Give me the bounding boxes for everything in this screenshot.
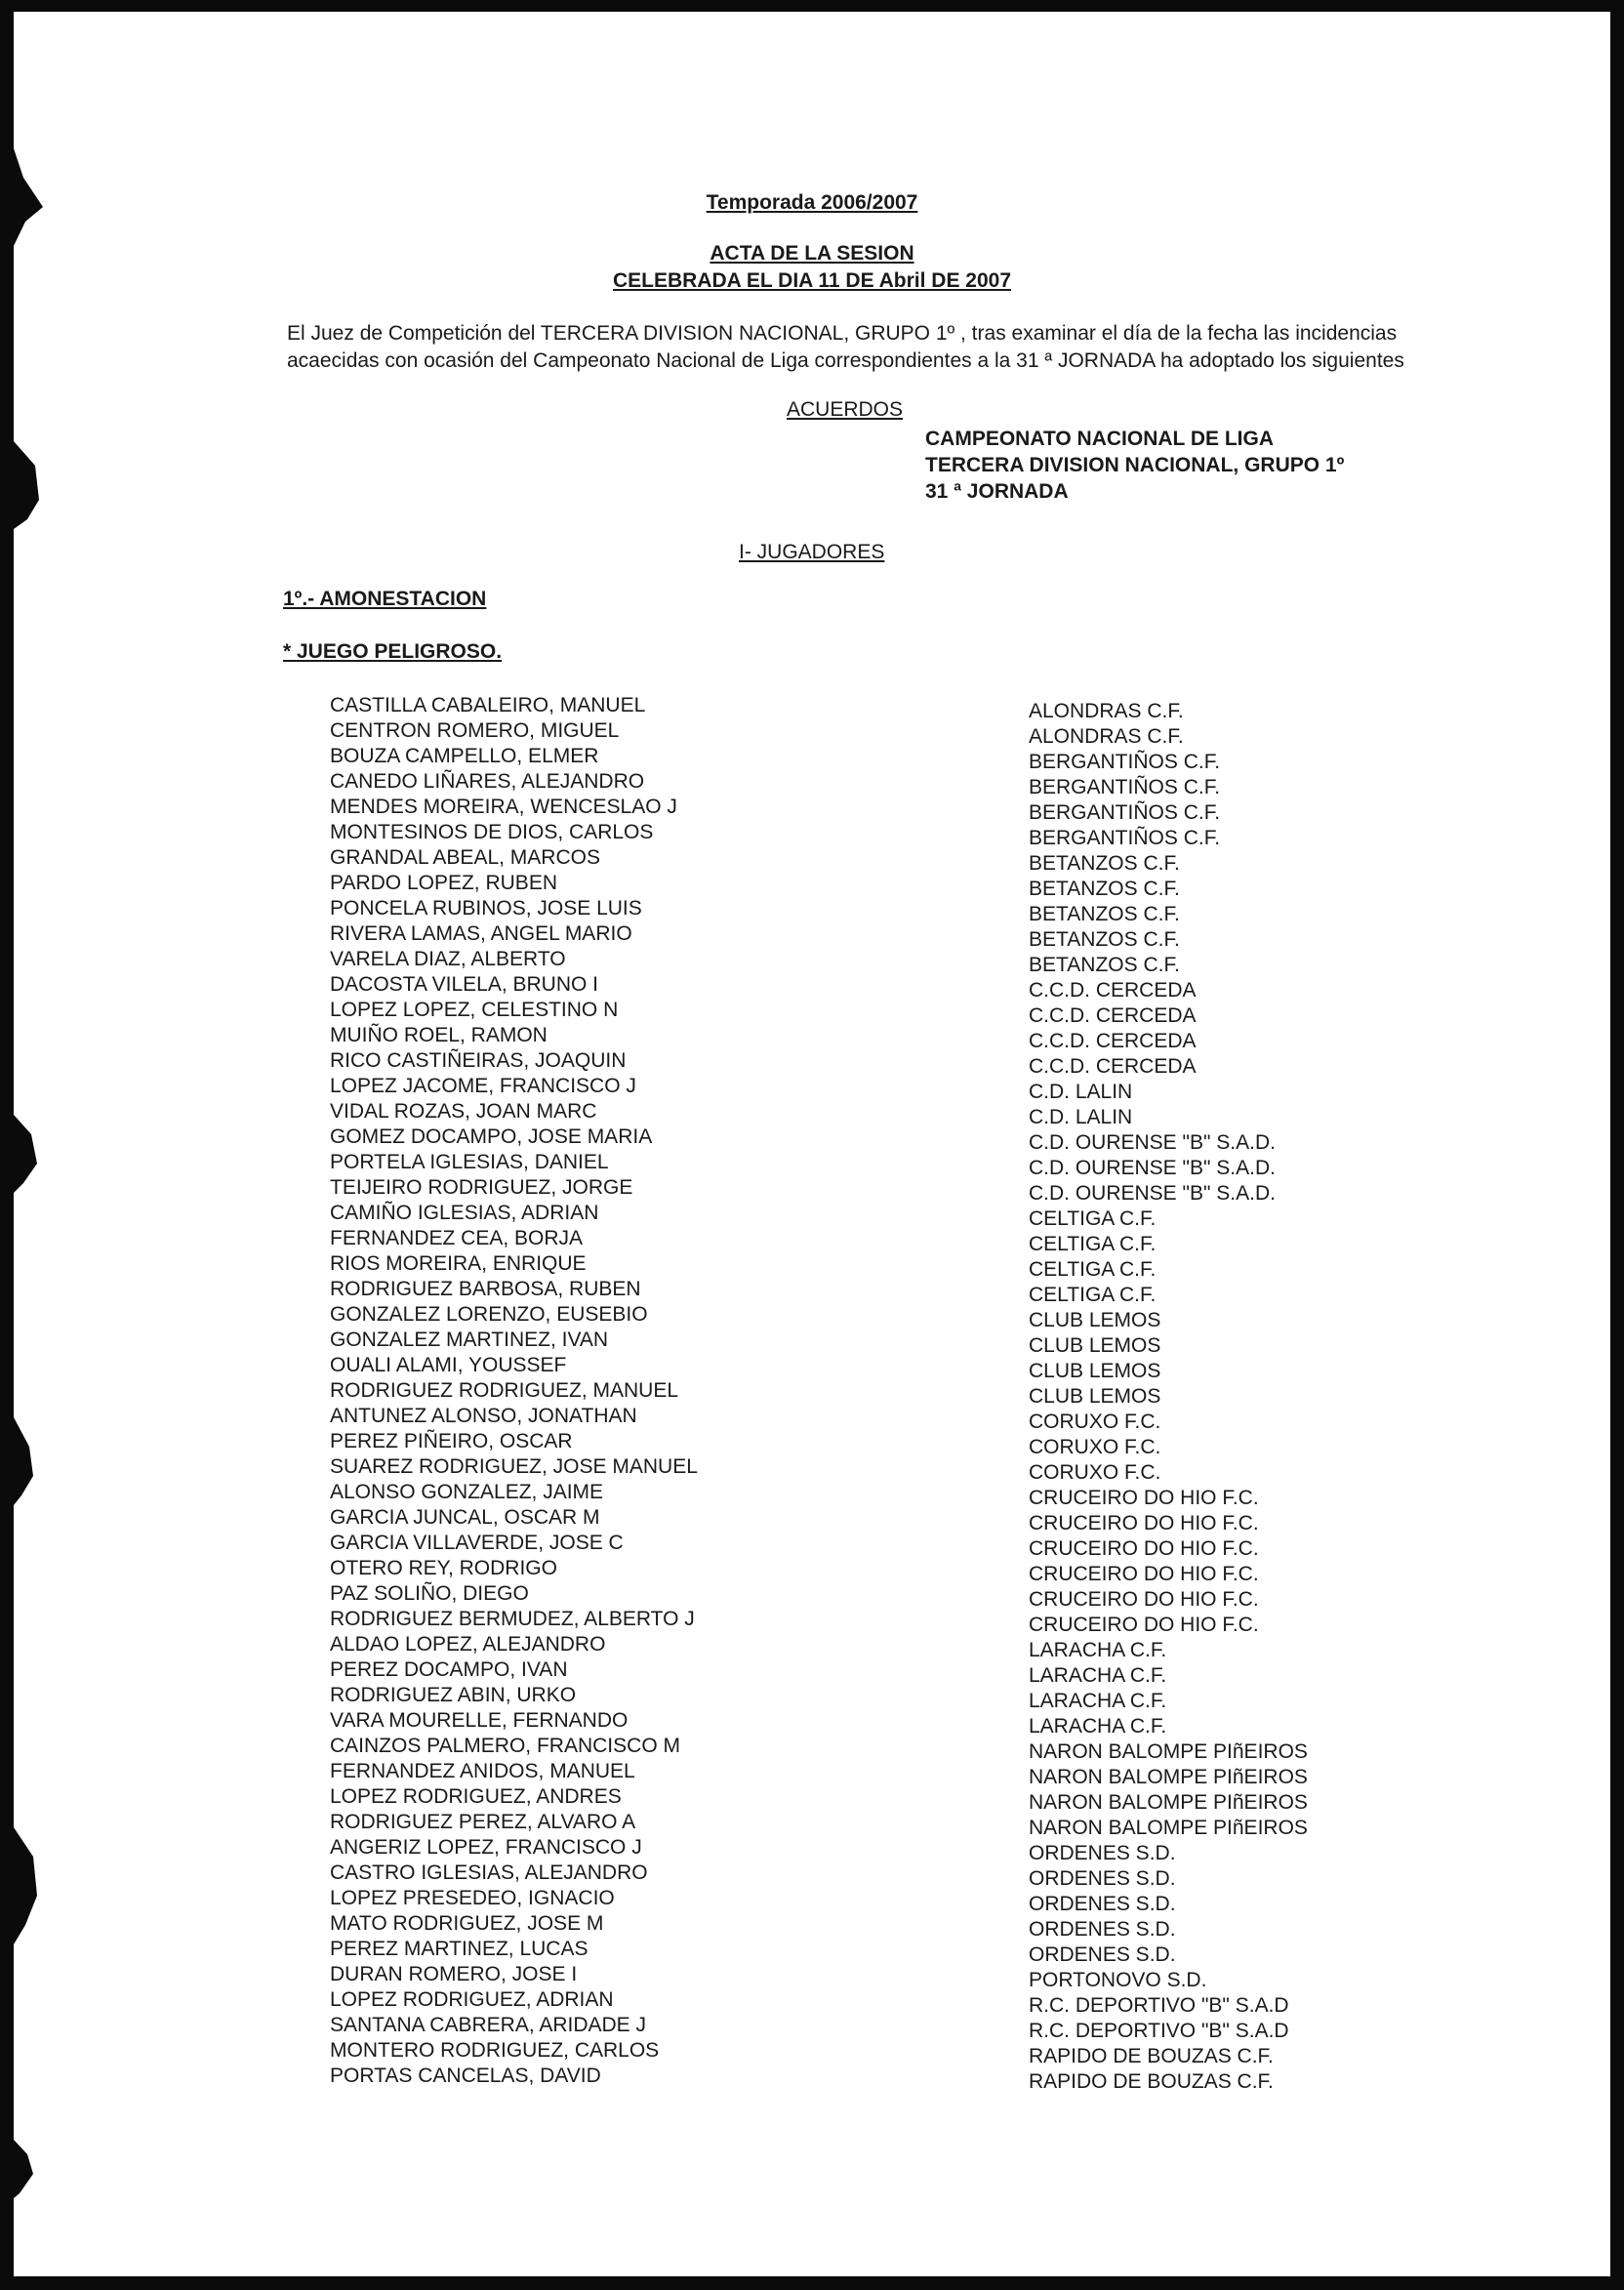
campeonato-line: CAMPEONATO NACIONAL DE LIGA (925, 428, 1275, 450)
player-club: CRUCEIRO DO HIO F.C. (1029, 1537, 1259, 1560)
player-name: LOPEZ PRESEDEO, IGNACIO (330, 1887, 615, 1909)
player-club: LARACHA C.F. (1029, 1664, 1167, 1687)
player-club: CELTIGA C.F. (1029, 1284, 1157, 1306)
player-club: BETANZOS C.F. (1029, 878, 1180, 900)
player-name: TEIJEIRO RODRIGUEZ, JORGE (330, 1176, 633, 1199)
player-club: CORUXO F.C. (1029, 1436, 1161, 1458)
campeonato-line: 31 ª JORNADA (925, 480, 1069, 503)
section-title: I- JUGADORES (739, 541, 885, 563)
player-name: RODRIGUEZ ABIN, URKO (330, 1684, 577, 1706)
player-name: RODRIGUEZ PEREZ, ALVARO A (330, 1811, 636, 1833)
player-club: CRUCEIRO DO HIO F.C. (1029, 1614, 1259, 1636)
player-name: GRANDAL ABEAL, MARCOS (330, 846, 600, 869)
player-club: CRUCEIRO DO HIO F.C. (1029, 1512, 1259, 1534)
player-name: MENDES MOREIRA, WENCESLAO J (330, 796, 677, 818)
player-name: RODRIGUEZ BARBOSA, RUBEN (330, 1278, 641, 1300)
player-name: ANGERIZ LOPEZ, FRANCISCO J (330, 1836, 642, 1859)
player-name: CANEDO LIÑARES, ALEJANDRO (330, 770, 645, 793)
player-name: LOPEZ JACOME, FRANCISCO J (330, 1075, 636, 1097)
player-club: CORUXO F.C. (1029, 1411, 1161, 1433)
player-club: LARACHA C.F. (1029, 1639, 1167, 1661)
player-club: R.C. DEPORTIVO "B" S.A.D (1029, 2020, 1289, 2042)
player-name: OUALI ALAMI, YOUSSEF (330, 1354, 567, 1376)
player-name: CAMIÑO IGLESIAS, ADRIAN (330, 1202, 599, 1224)
player-name: VARELA DIAZ, ALBERTO (330, 948, 566, 970)
player-club: BERGANTIÑOS C.F. (1029, 751, 1221, 773)
player-name: FERNANDEZ ANIDOS, MANUEL (330, 1760, 635, 1782)
player-club: PORTONOVO S.D. (1029, 1969, 1207, 1991)
player-name: LOPEZ LOPEZ, CELESTINO N (330, 999, 619, 1021)
player-name: LOPEZ RODRIGUEZ, ADRIAN (330, 1988, 614, 2011)
player-name: PEREZ MARTINEZ, LUCAS (330, 1938, 589, 1960)
player-club: C.D. OURENSE "B" S.A.D. (1029, 1157, 1276, 1179)
player-name: DURAN ROMERO, JOSE I (330, 1963, 578, 1985)
player-club: ALONDRAS C.F. (1029, 700, 1184, 722)
campeonato-block (925, 426, 1344, 505)
player-name: PEREZ DOCAMPO, IVAN (330, 1658, 568, 1681)
player-club: NARON BALOMPE PIñEIROS (1029, 1766, 1308, 1788)
player-name: ALONSO GONZALEZ, JAIME (330, 1481, 604, 1503)
player-name: RICO CASTIÑEIRAS, JOAQUIN (330, 1049, 627, 1072)
player-name: PEREZ PIÑEIRO, OSCAR (330, 1430, 573, 1452)
player-club: CLUB LEMOS (1029, 1334, 1161, 1357)
torn-edge-marks (14, 12, 53, 2276)
player-club: ORDENES S.D. (1029, 1893, 1176, 1915)
player-name: SANTANA CABRERA, ARIDADE J (330, 2014, 647, 2036)
player-club: C.D. LALIN (1029, 1106, 1133, 1128)
acuerdos-heading: ACUERDOS (787, 398, 904, 421)
player-club: BETANZOS C.F. (1029, 903, 1180, 925)
player-club: C.D. OURENSE "B" S.A.D. (1029, 1182, 1276, 1205)
player-name: MATO RODRIGUEZ, JOSE M (330, 1912, 604, 1935)
player-club: BERGANTIÑOS C.F. (1029, 801, 1221, 824)
player-name: RODRIGUEZ BERMUDEZ, ALBERTO J (330, 1608, 695, 1630)
player-name: GARCIA JUNCAL, OSCAR M (330, 1506, 600, 1529)
player-club: RAPIDO DE BOUZAS C.F. (1029, 2070, 1274, 2093)
player-club: ORDENES S.D. (1029, 1842, 1176, 1864)
player-name: MONTESINOS DE DIOS, CARLOS (330, 821, 654, 843)
player-club: BETANZOS C.F. (1029, 954, 1180, 976)
player-club: ORDENES S.D. (1029, 1943, 1176, 1966)
player-name: PONCELA RUBINOS, JOSE LUIS (330, 897, 642, 920)
player-club: CLUB LEMOS (1029, 1360, 1161, 1382)
player-club: BERGANTIÑOS C.F. (1029, 827, 1221, 849)
player-name: ANTUNEZ ALONSO, JONATHAN (330, 1405, 637, 1427)
player-club: CRUCEIRO DO HIO F.C. (1029, 1487, 1259, 1509)
player-name: SUAREZ RODRIGUEZ, JOSE MANUEL (330, 1455, 698, 1478)
player-club: CELTIGA C.F. (1029, 1207, 1157, 1230)
player-name: MONTERO RODRIGUEZ, CARLOS (330, 2039, 660, 2062)
player-name: VIDAL ROZAS, JOAN MARC (330, 1100, 597, 1123)
player-club: CLUB LEMOS (1029, 1385, 1161, 1408)
player-name: CENTRON ROMERO, MIGUEL (330, 719, 620, 742)
player-club: BETANZOS C.F. (1029, 928, 1180, 951)
intro-line: El Juez de Competición del TERCERA DIVISION NACIONAL, GRUPO 1º , tras examinar el día de la fecha las incidencias (287, 322, 1398, 345)
player-club: C.C.D. CERCEDA (1029, 979, 1197, 1002)
player-name: RIVERA LAMAS, ANGEL MARIO (330, 922, 632, 945)
player-name: CAINZOS PALMERO, FRANCISCO M (330, 1735, 680, 1757)
player-club: LARACHA C.F. (1029, 1690, 1167, 1712)
acta-title: ACTA DE LA SESION (710, 242, 914, 265)
player-club: C.D. OURENSE "B" S.A.D. (1029, 1131, 1276, 1154)
player-name: RIOS MOREIRA, ENRIQUE (330, 1252, 587, 1275)
player-club: ORDENES S.D. (1029, 1867, 1176, 1890)
player-club: ORDENES S.D. (1029, 1918, 1176, 1941)
player-name: OTERO REY, RODRIGO (330, 1557, 557, 1579)
player-club: CELTIGA C.F. (1029, 1258, 1157, 1281)
player-club: C.C.D. CERCEDA (1029, 1004, 1197, 1027)
player-club: CELTIGA C.F. (1029, 1233, 1157, 1255)
player-club: NARON BALOMPE PIñEIROS (1029, 1817, 1308, 1839)
player-club: BERGANTIÑOS C.F. (1029, 776, 1221, 798)
player-name: GONZALEZ MARTINEZ, IVAN (330, 1329, 609, 1351)
acta-date: CELEBRADA EL DIA 11 DE Abril DE 2007 (612, 269, 1012, 292)
player-club: RAPIDO DE BOUZAS C.F. (1029, 2045, 1274, 2067)
player-club: C.C.D. CERCEDA (1029, 1055, 1197, 1078)
player-names-column (330, 693, 698, 2089)
player-name: ALDAO LOPEZ, ALEJANDRO (330, 1633, 606, 1656)
intro-paragraph (287, 320, 1478, 375)
player-club: BETANZOS C.F. (1029, 852, 1180, 875)
player-name: VARA MOURELLE, FERNANDO (330, 1709, 629, 1732)
player-name: CASTRO IGLESIAS, ALEJANDRO (330, 1861, 648, 1884)
amonestacion-heading: 1º.- AMONESTACION (283, 588, 487, 610)
juego-peligroso-heading: * JUEGO PELIGROSO. (283, 640, 503, 663)
player-club: CLUB LEMOS (1029, 1309, 1161, 1331)
intro-line: acaecidas con ocasión del Campeonato Nacional de Liga correspondientes a la 31 ª JORNADA ha adoptado los siguientes (287, 349, 1404, 372)
player-club: CRUCEIRO DO HIO F.C. (1029, 1588, 1259, 1611)
player-club: NARON BALOMPE PIñEIROS (1029, 1791, 1308, 1814)
player-name: GOMEZ DOCAMPO, JOSE MARIA (330, 1125, 653, 1148)
player-club: LARACHA C.F. (1029, 1715, 1167, 1738)
player-name: MUIÑO ROEL, RAMON (330, 1024, 548, 1046)
player-clubs-column (1029, 699, 1308, 2095)
player-name: DACOSTA VILELA, BRUNO I (330, 973, 599, 996)
player-club: ALONDRAS C.F. (1029, 725, 1184, 748)
player-name: CASTILLA CABALEIRO, MANUEL (330, 694, 646, 716)
player-name: PORTAS CANCELAS, DAVID (330, 2065, 601, 2087)
player-club: CRUCEIRO DO HIO F.C. (1029, 1563, 1259, 1585)
player-name: LOPEZ RODRIGUEZ, ANDRES (330, 1785, 622, 1808)
player-name: GARCIA VILLAVERDE, JOSE C (330, 1532, 624, 1554)
player-club: C.D. LALIN (1029, 1081, 1133, 1103)
player-club: NARON BALOMPE PIñEIROS (1029, 1740, 1308, 1763)
player-name: BOUZA CAMPELLO, ELMER (330, 745, 599, 767)
player-name: PAZ SOLIÑO, DIEGO (330, 1582, 529, 1605)
player-name: RODRIGUEZ RODRIGUEZ, MANUEL (330, 1379, 679, 1402)
campeonato-line: TERCERA DIVISION NACIONAL, GRUPO 1º (925, 454, 1345, 476)
player-club: C.C.D. CERCEDA (1029, 1030, 1197, 1052)
player-name: PARDO LOPEZ, RUBEN (330, 872, 557, 894)
player-name: PORTELA IGLESIAS, DANIEL (330, 1151, 609, 1173)
season-title: Temporada 2006/2007 (706, 191, 918, 214)
player-name: GONZALEZ LORENZO, EUSEBIO (330, 1303, 648, 1326)
player-club: CORUXO F.C. (1029, 1461, 1161, 1484)
player-club: R.C. DEPORTIVO "B" S.A.D (1029, 1994, 1289, 2017)
player-name: FERNANDEZ CEA, BORJA (330, 1227, 584, 1249)
